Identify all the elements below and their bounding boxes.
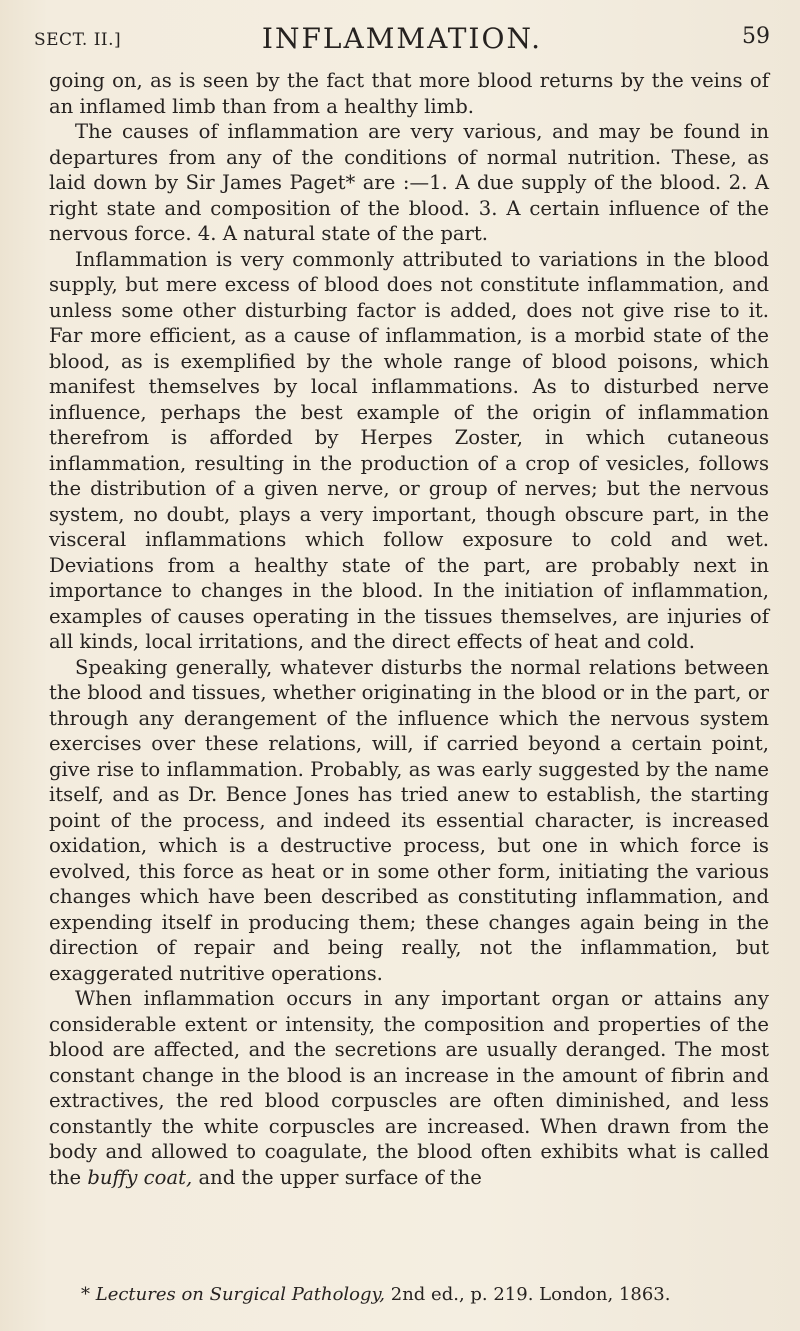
- paragraph-blood-supply: Inflammation is very commonly attributed to variations in the blood supply, but mere excess of blood does not constitute inflammation, and unless some other disturbing factor is added, does not give rise to it. Far more efficient, as a cause of inflammation, is a morbid state of the blood, as is exemplified by the whole range of blood poisons, which manifest themselves by local inflammations. As to disturbed nerve influence, perhaps the best example of the origin of inflammation therefrom is afforded by Herpes Zoster, in which cutaneous inflammation, resulting in the production of a crop of vesicles, follows the distribution of a given nerve, or group of nerves; but the nervous system, no doubt, plays a very important, though obscure part, in the visceral inflammations which follow exposure to cold and wet. Deviations from a healthy state of the part, are probably next in importance to changes in the blood. In the initiation of inflammation, examples of causes operating in the tissues themselves, are injuries of all kinds, local irritations, and the direct effects of heat and cold.: [49, 247, 769, 653]
- paragraph-general: Speaking generally, whatever disturbs the normal relations between the blood and tissues, whether originating in the blood or in the part, or through any derangement of the influence which the nervous system exercises over these relations, will, if carried beyond a certain point, give rise to inflammation. Probably, as was early suggested by the name itself, and as Dr. Bence Jones has tried anew to establish, the starting point of the process, and indeed its essential character, is increased oxidation, which is a destructive process, but one in which force is evolved, this force as heat or in some other form, initiating the various changes which have been described as constituting inflammation, and expending itself in producing them; these changes again being in the direction of repair and being really, not the inflammation, but exaggerated nutritive operations.: [49, 655, 769, 985]
- paragraph-blood-changes-text: When inflammation occurs in any important organ or attains any considerable extent or intensity, the composition and properties of the blood are affected, and the secretions are usually deranged. The most constant change in the blood is an increase in the amount of fibrin and extractives, the red blood corpuscles are often diminished, and less constantly the white corpuscles are increased. When drawn from the body and allowed to coagulate, the blood often exhibits what is called the: [49, 987, 769, 1189]
- paragraph-causes: The causes of inflammation are very various, and may be found in departures from any of the conditions of normal nutrition. These, as laid down by Sir James Paget* are :—1. A due supply of the blood. 2. A right state and composition of the blood. 3. A certain influence of the nervous force. 4. A natural state of the part.: [49, 120, 769, 245]
- running-header: [34, 22, 770, 62]
- body-text: [49, 68, 769, 1190]
- page-number: 59: [742, 24, 770, 49]
- footnote-marker: *: [81, 1284, 96, 1305]
- buffy-coat-term: buffy coat,: [87, 1165, 193, 1189]
- running-title: INFLAMMATION.: [261, 22, 543, 55]
- paragraph-blood-changes: [49, 986, 769, 1190]
- paragraph-blood-changes-tail: and the upper surface of the: [192, 1165, 482, 1189]
- footnote-title: Lectures on Surgical Pathology,: [95, 1284, 386, 1305]
- footnote-citation: 2nd ed., p. 219. London, 1863.: [385, 1284, 671, 1305]
- section-label: SECT. II.]: [34, 30, 122, 50]
- paragraph-continuation: going on, as is seen by the fact that more blood returns by the veins of an inflamed limb than from a healthy limb.: [49, 69, 769, 118]
- footnote: [49, 1283, 769, 1307]
